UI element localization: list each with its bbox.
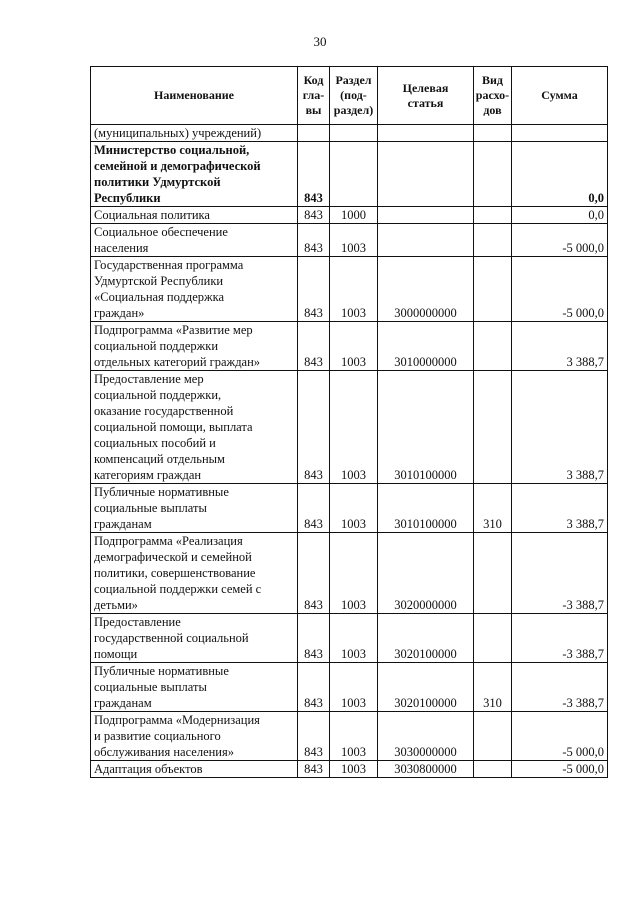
cell-code: 843	[298, 207, 330, 224]
cell-name: Государственная программа Удмуртской Республики «Социальная поддержка граждан»	[91, 257, 298, 322]
cell-name: Подпрограмма «Развитие мер социальной поддержки отдельных категорий граждан»	[91, 322, 298, 371]
cell-code	[298, 125, 330, 142]
cell-section: 1000	[330, 207, 378, 224]
cell-kind	[474, 125, 512, 142]
cell-target: 3010100000	[378, 484, 474, 533]
table-row	[91, 484, 608, 533]
cell-name: Публичные нормативные социальные выплаты гражданам	[91, 484, 298, 533]
cell-sum: -3 388,7	[512, 663, 608, 712]
cell-section: 1003	[330, 712, 378, 761]
cell-sum: 3 388,7	[512, 322, 608, 371]
cell-target: 3000000000	[378, 257, 474, 322]
cell-kind	[474, 712, 512, 761]
header-name: Наименование	[91, 67, 298, 125]
cell-target: 3030800000	[378, 761, 474, 778]
cell-name: Предоставление мер социальной поддержки, оказание государственной социальной помощи, выплата социальных пособий и компенсаций отдельным категориям граждан	[91, 371, 298, 484]
cell-name: (муниципальных) учреждений)	[91, 125, 298, 142]
cell-target	[378, 207, 474, 224]
header-section: Раздел (под- раздел)	[330, 67, 378, 125]
cell-sum: -3 388,7	[512, 614, 608, 663]
cell-target	[378, 224, 474, 257]
cell-sum: 0,0	[512, 142, 608, 207]
cell-section: 1003	[330, 533, 378, 614]
cell-sum: 3 388,7	[512, 484, 608, 533]
cell-section: 1003	[330, 614, 378, 663]
cell-kind	[474, 371, 512, 484]
cell-target	[378, 142, 474, 207]
cell-name: Подпрограмма «Реализация демографической и семейной политики, совершенствование социальной поддержки семей с детьми»	[91, 533, 298, 614]
cell-section: 1003	[330, 761, 378, 778]
cell-code: 843	[298, 614, 330, 663]
table-row	[91, 614, 608, 663]
cell-kind	[474, 533, 512, 614]
cell-name: Предоставление государственной социальной помощи	[91, 614, 298, 663]
cell-target: 3010000000	[378, 322, 474, 371]
cell-code: 843	[298, 224, 330, 257]
table-row	[91, 533, 608, 614]
cell-name: Адаптация объектов	[91, 761, 298, 778]
cell-target: 3020100000	[378, 614, 474, 663]
cell-kind: 310	[474, 663, 512, 712]
cell-code: 843	[298, 533, 330, 614]
cell-section	[330, 125, 378, 142]
cell-sum: -5 000,0	[512, 257, 608, 322]
table-row	[91, 224, 608, 257]
cell-sum: -5 000,0	[512, 224, 608, 257]
cell-kind	[474, 614, 512, 663]
cell-kind	[474, 761, 512, 778]
cell-code: 843	[298, 663, 330, 712]
header-code: Код гла- вы	[298, 67, 330, 125]
cell-sum: -5 000,0	[512, 761, 608, 778]
cell-sum: 0,0	[512, 207, 608, 224]
cell-kind	[474, 224, 512, 257]
budget-table	[90, 66, 608, 778]
page-number: 30	[313, 34, 327, 49]
cell-target: 3020100000	[378, 663, 474, 712]
table-header-row	[91, 67, 608, 125]
cell-target: 3020000000	[378, 533, 474, 614]
table-row	[91, 761, 608, 778]
cell-target: 3030000000	[378, 712, 474, 761]
table-row	[91, 371, 608, 484]
cell-sum: 3 388,7	[512, 371, 608, 484]
table-row	[91, 712, 608, 761]
table-row	[91, 322, 608, 371]
header-kind: Вид расхо- дов	[474, 67, 512, 125]
cell-kind	[474, 257, 512, 322]
cell-code: 843	[298, 257, 330, 322]
cell-section: 1003	[330, 484, 378, 533]
cell-code: 843	[298, 371, 330, 484]
table-row	[91, 663, 608, 712]
cell-section: 1003	[330, 322, 378, 371]
cell-sum	[512, 125, 608, 142]
cell-code: 843	[298, 484, 330, 533]
cell-name: Публичные нормативные социальные выплаты гражданам	[91, 663, 298, 712]
header-sum: Сумма	[512, 67, 608, 125]
cell-target: 3010100000	[378, 371, 474, 484]
cell-name: Подпрограмма «Модернизация и развитие социального обслуживания населения»	[91, 712, 298, 761]
cell-name: Социальное обеспечение населения	[91, 224, 298, 257]
cell-code: 843	[298, 761, 330, 778]
cell-sum: -5 000,0	[512, 712, 608, 761]
cell-kind: 310	[474, 484, 512, 533]
cell-kind	[474, 142, 512, 207]
cell-name: Социальная политика	[91, 207, 298, 224]
cell-name: Министерство социальной, семейной и демографической политики Удмуртской Республики	[91, 142, 298, 207]
cell-target	[378, 125, 474, 142]
cell-kind	[474, 207, 512, 224]
cell-section: 1003	[330, 663, 378, 712]
cell-code: 843	[298, 142, 330, 207]
cell-section	[330, 142, 378, 207]
cell-code: 843	[298, 712, 330, 761]
table-row	[91, 257, 608, 322]
cell-sum: -3 388,7	[512, 533, 608, 614]
cell-section: 1003	[330, 224, 378, 257]
table-row	[91, 125, 608, 142]
table-row	[91, 207, 608, 224]
cell-section: 1003	[330, 371, 378, 484]
cell-kind	[474, 322, 512, 371]
header-target: Целевая статья	[378, 67, 474, 125]
cell-section: 1003	[330, 257, 378, 322]
cell-code: 843	[298, 322, 330, 371]
table-row	[91, 142, 608, 207]
